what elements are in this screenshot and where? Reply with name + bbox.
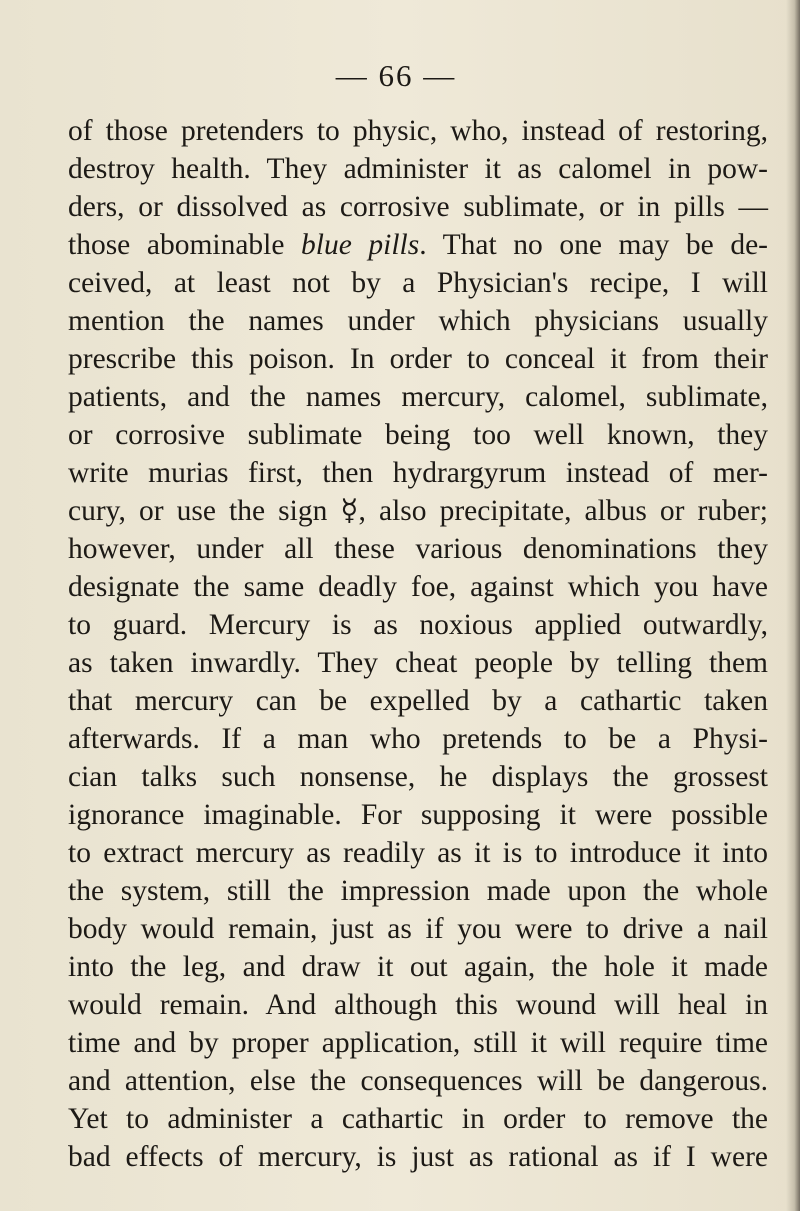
text-line: afterwards. If a man who pretends to be a Physi- [68,723,768,755]
text-line: bad effects of mercury, is just as rational as if I were [68,1141,768,1173]
text-line: prescribe this poison. In order to conceal it from their [68,343,768,375]
italic-phrase: blue pills [301,229,420,261]
text-line: as taken inwardly. They cheat people by telling them [68,647,768,679]
text-line: ders, or dissolved as corrosive sublimate, or in pills — [68,191,768,223]
body-text [68,112,768,1176]
text-line [68,226,768,264]
text-run: those abominable [68,229,302,261]
text-line: ignorance imaginable. For supposing it were possible [68,799,768,831]
text-line: body would remain, just as if you were to drive a nail [68,913,768,945]
text-line: destroy health. They administer it as calomel in pow- [68,153,768,185]
text-line: write murias first, then hydrargyrum instead of mer- [68,457,768,489]
text-line: would remain. And although this wound will heal in [68,989,768,1021]
text-line: to guard. Mercury is as noxious applied outwardly, [68,609,768,641]
text-line: mention the names under which physicians usually [68,305,768,337]
text-line: the system, still the impression made upon the whole [68,875,768,907]
text-run: . That no one may be de- [419,229,768,261]
text-line: of those pretenders to physic, who, instead of restoring, [68,115,768,147]
page-edge-shadow [786,0,800,1211]
text-line: time and by proper application, still it will require time [68,1027,768,1059]
text-line: that mercury can be expelled by a cathartic taken [68,685,768,717]
text-line: to extract mercury as readily as it is to introduce it into [68,837,768,869]
text-line: into the leg, and draw it out again, the hole it made [68,951,768,983]
text-line: however, under all these various denominations they [68,533,768,565]
text-line: or corrosive sublimate being too well known, they [68,419,768,451]
page-number: — 66 — [335,58,457,93]
text-line: patients, and the names mercury, calomel, sublimate, [68,381,768,413]
text-line: cian talks such nonsense, he displays the grossest [68,761,768,793]
text-line: cury, or use the sign ☿, also precipitate, albus or ruber; [68,495,768,527]
text-line: ceived, at least not by a Physician's recipe, I will [68,267,768,299]
text-line: and attention, else the consequences will be dangerous. [68,1065,768,1097]
text-line: Yet to administer a cathartic in order to remove the [68,1103,768,1135]
text-line: designate the same deadly foe, against which you have [68,571,768,603]
